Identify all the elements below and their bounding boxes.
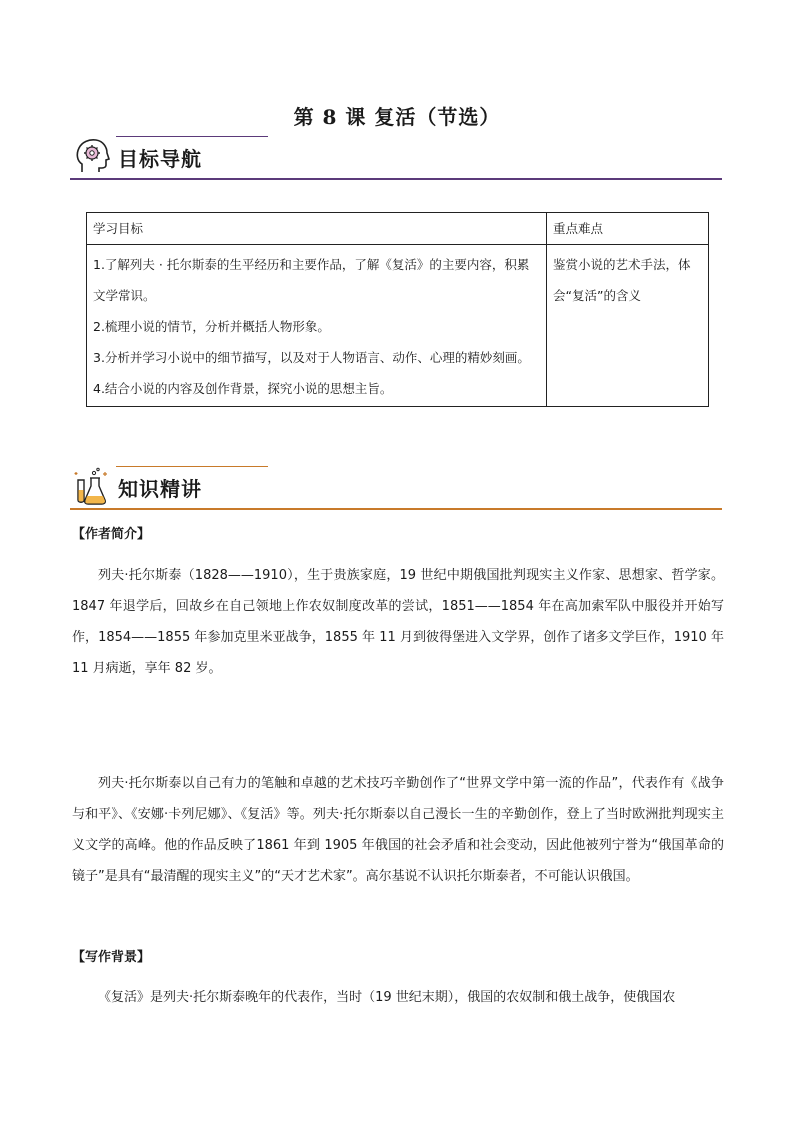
goal-item: 4.结合小说的内容及创作背景，探究小说的思想主旨。	[93, 381, 393, 396]
goals-table	[86, 212, 709, 407]
section-top-rule	[116, 136, 268, 137]
author-heading: 【作者简介】	[72, 527, 151, 542]
page-title: 第 8 课 复活（节选）	[293, 105, 501, 129]
goal-item: 3.分析并学习小说中的细节描写，以及对于人物语言、动作、心理的精妙刻画。	[93, 350, 530, 365]
goal-item: 1.了解列夫 · 托尔斯泰的生平经历和主要作品，了解《复活》的主要内容，积累文学常识。	[93, 257, 530, 303]
background-heading: 【写作背景】	[72, 950, 151, 965]
background-paragraph: 《复活》是列夫·托尔斯泰晚年的代表作，当时（19 世纪末期），俄国的农奴制和俄土战争，使俄国农	[98, 990, 676, 1005]
author-paragraph: 列夫·托尔斯泰以自己有力的笔触和卓越的艺术技巧辛勤创作了“世界文学中第一流的作品”，代表作有《战争与和平》、《安娜·卡列尼娜》、《复活》等。列夫·托尔斯泰以自己漫长一生的辛勤创作，登上了当时欧洲批判现实主义文学的高峰。他的作品反映了1861 年到 1905 年俄国的社会矛盾和社会变动，因此他被列宁誉为“俄国革命的镜子”是具有“最清醒的现实主义”的“天才艺术家”。高尔基说不认识托尔斯泰者，不可能认识俄国。	[72, 776, 724, 884]
table-row	[87, 245, 709, 407]
section-title: 目标导航	[118, 147, 202, 171]
table-header-goals: 学习目标	[87, 213, 547, 245]
goals-cell	[87, 245, 547, 407]
section-title: 知识精讲	[118, 477, 202, 501]
section-header-goals	[70, 136, 722, 180]
section-top-rule	[116, 466, 268, 467]
table-header-row	[87, 213, 709, 245]
goal-item: 2.梳理小说的情节，分析并概括人物形象。	[93, 319, 330, 334]
author-paragraph: 列夫·托尔斯泰（1828——1910），生于贵族家庭，19 世纪中期俄国批判现实主义作家、思想家、哲学家。1847 年退学后，回故乡在自己领地上作农奴制度改革的尝试，1851——1854 年在高加索军队中服役并开始写作，1854——1855 年参加克里米亚战争，1855 年 11 月到彼得堡进入文学界，创作了诸多文学巨作，1910 年 11 月病逝，享年 82 岁。	[72, 568, 724, 676]
section-divider	[70, 178, 722, 180]
flask-icon	[72, 466, 112, 506]
table-header-focus: 重点难点	[547, 213, 709, 245]
section-header-knowledge	[70, 466, 722, 510]
section-divider	[70, 508, 722, 510]
focus-cell: 鉴赏小说的艺术手法，体会“复活”的含义	[547, 245, 709, 407]
head-gear-icon	[72, 136, 112, 176]
